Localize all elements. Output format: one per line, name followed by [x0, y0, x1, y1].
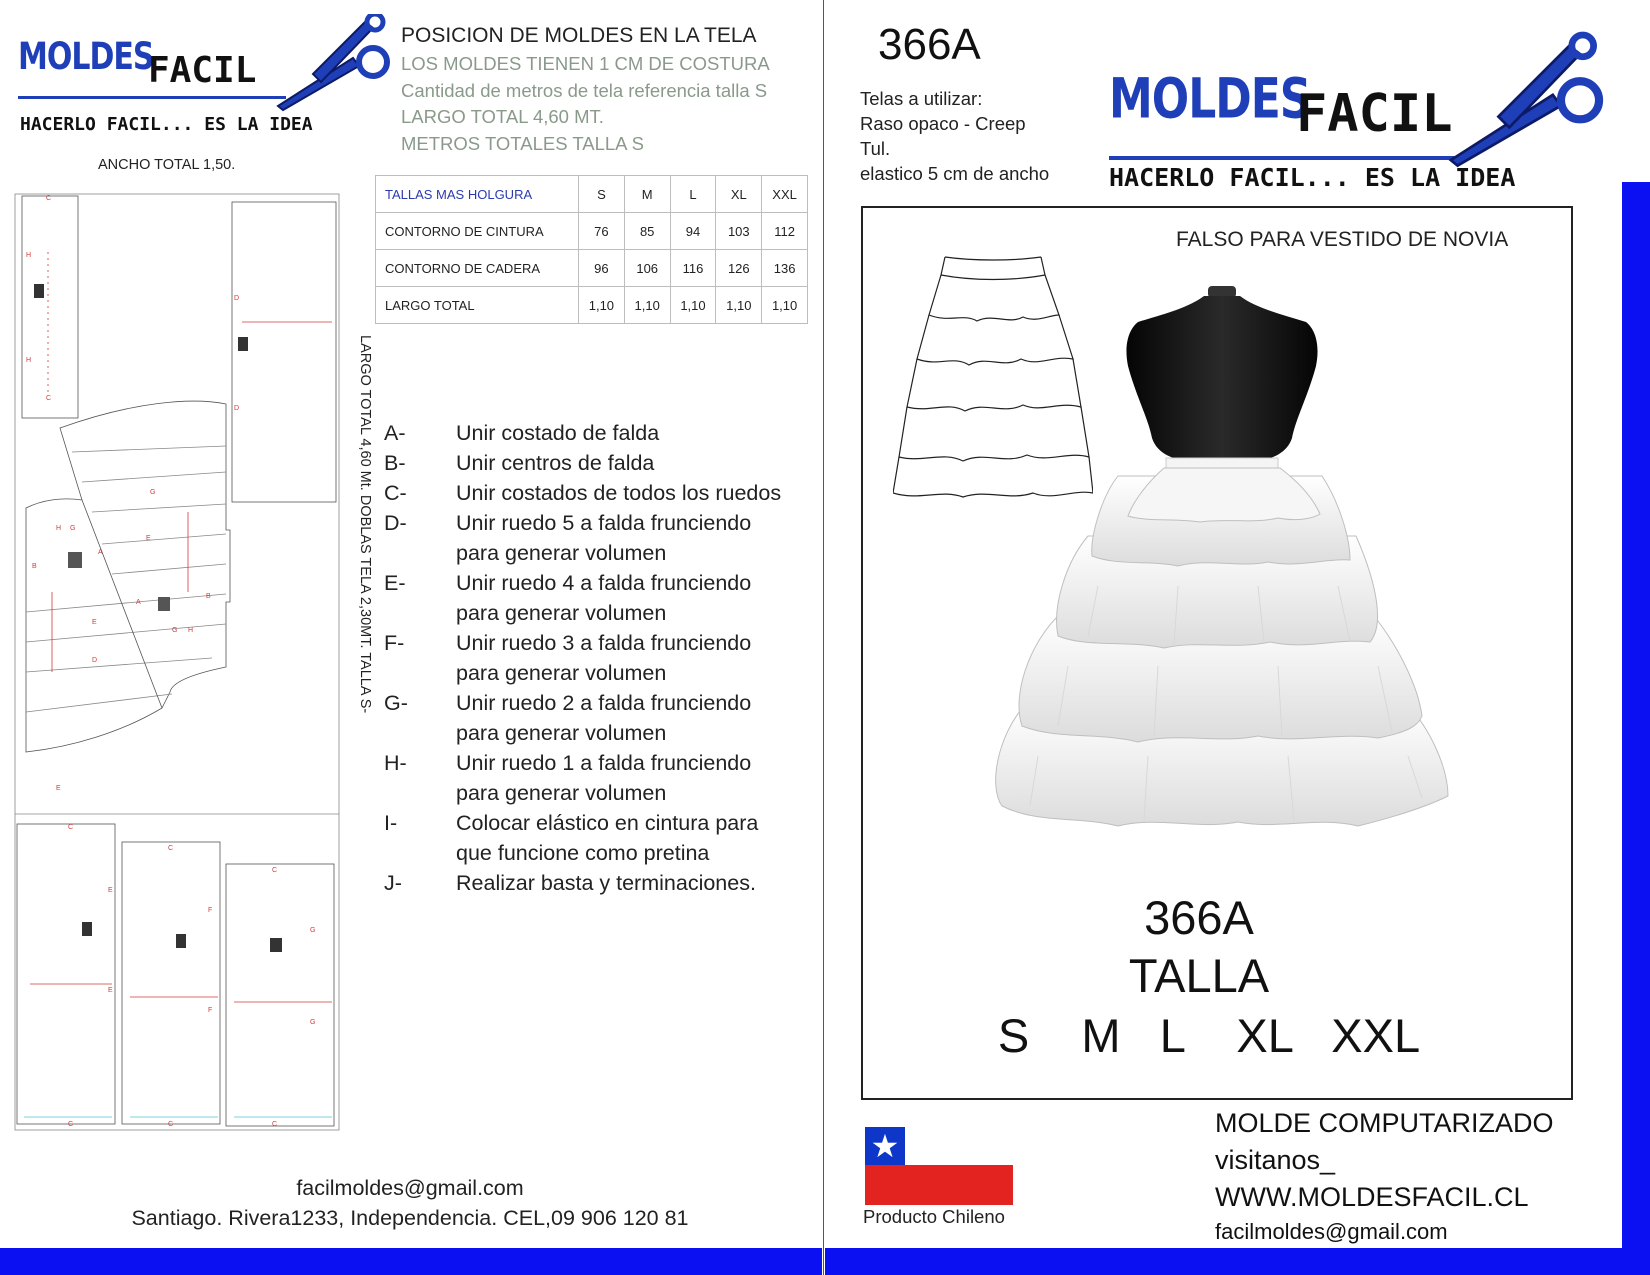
- size-chart-header-s: S: [579, 176, 625, 213]
- size-chart-header-l: L: [670, 176, 716, 213]
- flag-red-band: [865, 1165, 1013, 1205]
- logo-word-moldes: MOLDES: [18, 35, 154, 79]
- cell: 112: [762, 213, 808, 250]
- step-text: Unir ruedo 4 a falda frunciendo para generar volumen: [456, 571, 752, 625]
- table-row: [376, 287, 808, 324]
- svg-text:C: C: [168, 845, 174, 852]
- total-meters-note: METROS TOTALES TALLA S: [401, 133, 644, 154]
- cell: 76: [579, 213, 625, 250]
- right-page: [826, 0, 1650, 1275]
- size-chart-header-label: TALLAS MAS HOLGURA: [376, 176, 579, 213]
- logo-tagline: HACERLO FACIL... ES LA IDEA: [20, 114, 313, 135]
- petticoat-photo: [978, 286, 1458, 846]
- fabrics-title: Telas a utilizar:: [860, 88, 983, 109]
- scissors-icon: [1444, 28, 1614, 178]
- info-line-1: MOLDE COMPUTARIZADO: [1215, 1108, 1554, 1138]
- row-label: CONTORNO DE CADERA: [376, 250, 579, 287]
- logo-bar: [1109, 156, 1469, 160]
- logo-word-moldes: MOLDES: [1109, 67, 1311, 131]
- step-text: Unir ruedo 3 a falda frunciendo para generar volumen: [456, 631, 752, 685]
- svg-text:G: G: [150, 489, 156, 496]
- svg-text:H: H: [188, 627, 194, 634]
- svg-text:G: G: [310, 1019, 316, 1026]
- list-item: [384, 808, 816, 868]
- row-label: LARGO TOTAL: [376, 287, 579, 324]
- size-chart-table: [375, 175, 808, 324]
- cell: 1,10: [716, 287, 762, 324]
- fabric-reference-note: Cantidad de metros de tela referencia talla S: [401, 80, 768, 101]
- list-item: [384, 508, 816, 568]
- mannequin-torso: [1126, 296, 1317, 464]
- big-product-code: 366A: [1144, 891, 1254, 944]
- svg-text:E: E: [92, 619, 97, 626]
- svg-text:C: C: [68, 1121, 74, 1128]
- size-chart-header-m: M: [624, 176, 670, 213]
- flag-caption: Producto Chileno: [863, 1206, 1005, 1227]
- svg-text:E: E: [56, 785, 61, 792]
- cell: 85: [624, 213, 670, 250]
- cell: 136: [762, 250, 808, 287]
- step-key: D-: [384, 511, 407, 535]
- cutting-layout-title: POSICION DE MOLDES EN LA TELA: [401, 24, 757, 47]
- svg-text:C: C: [46, 395, 52, 402]
- svg-text:D: D: [92, 657, 98, 664]
- logo-tagline: HACERLO FACIL... ES LA IDEA: [1109, 163, 1516, 192]
- step-key: J-: [384, 871, 402, 895]
- table-row: [376, 213, 808, 250]
- talla-label: TALLA: [1128, 949, 1270, 1002]
- svg-text:C: C: [68, 824, 74, 831]
- svg-text:G: G: [310, 927, 316, 934]
- total-length-note: LARGO TOTAL 4,60 MT.: [401, 106, 604, 127]
- fabric-item-3: elastico 5 cm de ancho: [860, 163, 1050, 184]
- size-chart-header: [376, 176, 808, 213]
- svg-text:H: H: [56, 525, 62, 532]
- chile-flag: [865, 1127, 1013, 1205]
- cell: 1,10: [579, 287, 625, 324]
- logo-bar: [18, 96, 286, 99]
- svg-text:C: C: [272, 1121, 278, 1128]
- svg-text:F: F: [208, 1007, 213, 1014]
- step-text: Colocar elástico en cintura para que funcione como pretina: [456, 811, 759, 865]
- step-key: C-: [384, 481, 407, 505]
- cell: 1,10: [624, 287, 670, 324]
- svg-text:B: B: [206, 593, 211, 600]
- step-text: Unir centros de falda: [456, 451, 655, 475]
- star-icon: ★: [870, 1128, 900, 1164]
- scissors-icon: [273, 14, 398, 114]
- info-line-2: visitanos_: [1215, 1145, 1336, 1175]
- list-item: [384, 568, 816, 628]
- brand-logo-right: [1109, 28, 1629, 198]
- svg-text:C: C: [168, 1121, 174, 1128]
- step-key: A-: [384, 421, 406, 445]
- list-item: [384, 448, 816, 478]
- list-item: [384, 868, 816, 898]
- logo-word-facil: FACIL: [1296, 84, 1453, 144]
- website-link[interactable]: WWW.MOLDESFACIL.CL: [1215, 1182, 1529, 1212]
- page-divider: [823, 0, 824, 1275]
- pattern-piece-ruffle-1: [17, 824, 115, 1124]
- pattern-piece-waistband-2: [232, 202, 336, 502]
- step-key: F-: [384, 631, 405, 655]
- total-width-label: ANCHO TOTAL 1,50.: [98, 157, 236, 173]
- svg-text:A: A: [98, 549, 103, 556]
- step-text: Unir ruedo 2 a falda frunciendo para generar volumen: [456, 691, 752, 745]
- brand-logo-left: [18, 22, 398, 142]
- cell: 94: [670, 213, 716, 250]
- step-text: Unir ruedo 1 a falda frunciendo para generar volumen: [456, 751, 752, 805]
- svg-text:B: B: [32, 563, 37, 570]
- bottom-blue-strip-left: [0, 1248, 822, 1275]
- product-code: 366A: [878, 20, 981, 69]
- step-text: Realizar basta y terminaciones.: [456, 871, 756, 895]
- svg-text:D: D: [234, 405, 240, 412]
- svg-text:G: G: [70, 525, 76, 532]
- svg-text:C: C: [272, 867, 278, 874]
- logo-word-facil: FACIL: [148, 50, 257, 91]
- svg-text:D: D: [234, 295, 240, 302]
- step-key: B-: [384, 451, 406, 475]
- left-page: [0, 0, 820, 1275]
- svg-text:E: E: [108, 987, 113, 994]
- step-key: I-: [384, 811, 398, 835]
- cell: 1,10: [670, 287, 716, 324]
- step-text: Unir ruedo 5 a falda frunciendo para generar volumen: [456, 511, 752, 565]
- list-item: [384, 748, 816, 808]
- svg-text:H: H: [26, 357, 32, 364]
- step-key: G-: [384, 691, 408, 715]
- svg-text:H: H: [26, 252, 32, 259]
- fabric-item-2: Tul.: [860, 138, 891, 159]
- product-frame: [861, 206, 1573, 1100]
- cell: 106: [624, 250, 670, 287]
- available-sizes: S M L XL XXL: [997, 1009, 1421, 1062]
- product-title: FALSO PARA VESTIDO DE NOVIA: [1176, 228, 1509, 251]
- svg-text:E: E: [146, 535, 151, 542]
- pattern-piece-waistband-1: [22, 196, 78, 418]
- size-chart-header-xxl: XXL: [762, 176, 808, 213]
- cell: 126: [716, 250, 762, 287]
- row-label: CONTORNO DE CINTURA: [376, 213, 579, 250]
- cell: 103: [716, 213, 762, 250]
- cell: 116: [670, 250, 716, 287]
- contact-address: Santiago. Rivera1233, Independencia. CEL,09 906 120 81: [131, 1206, 689, 1230]
- cell: 96: [579, 250, 625, 287]
- step-text: Unir costado de falda: [456, 421, 660, 445]
- contact-email-left: facilmoldes@gmail.com: [296, 1176, 524, 1200]
- list-item: [384, 688, 816, 748]
- svg-text:F: F: [208, 907, 213, 914]
- largo-total-vertical-label: LARGO TOTAL 4,60 Mt. DOBLAS TELA 2,30MT. TALLA S-: [357, 335, 373, 714]
- step-key: H-: [384, 751, 407, 775]
- step-key: E-: [384, 571, 406, 595]
- pattern-piece-ruffle-3: [226, 864, 334, 1126]
- svg-text:A: A: [136, 599, 141, 606]
- fabric-item-1: Raso opaco - Creep: [860, 113, 1026, 134]
- assembly-steps: [384, 418, 816, 898]
- step-text: Unir costados de todos los ruedos: [456, 481, 782, 505]
- pattern-layout-diagram: [12, 192, 342, 1132]
- cell: 1,10: [762, 287, 808, 324]
- list-item: [384, 418, 816, 448]
- size-chart-header-xl: XL: [716, 176, 762, 213]
- svg-text:G: G: [172, 627, 178, 634]
- seam-allowance-note: LOS MOLDES TIENEN 1 CM DE COSTURA: [401, 53, 770, 74]
- svg-text:C: C: [46, 195, 52, 202]
- svg-text:E: E: [108, 887, 113, 894]
- list-item: [384, 628, 816, 688]
- table-row: [376, 250, 808, 287]
- list-item: [384, 478, 816, 508]
- contact-email-right[interactable]: facilmoldes@gmail.com: [1215, 1219, 1448, 1244]
- pattern-piece-ruffle-2: [122, 842, 220, 1124]
